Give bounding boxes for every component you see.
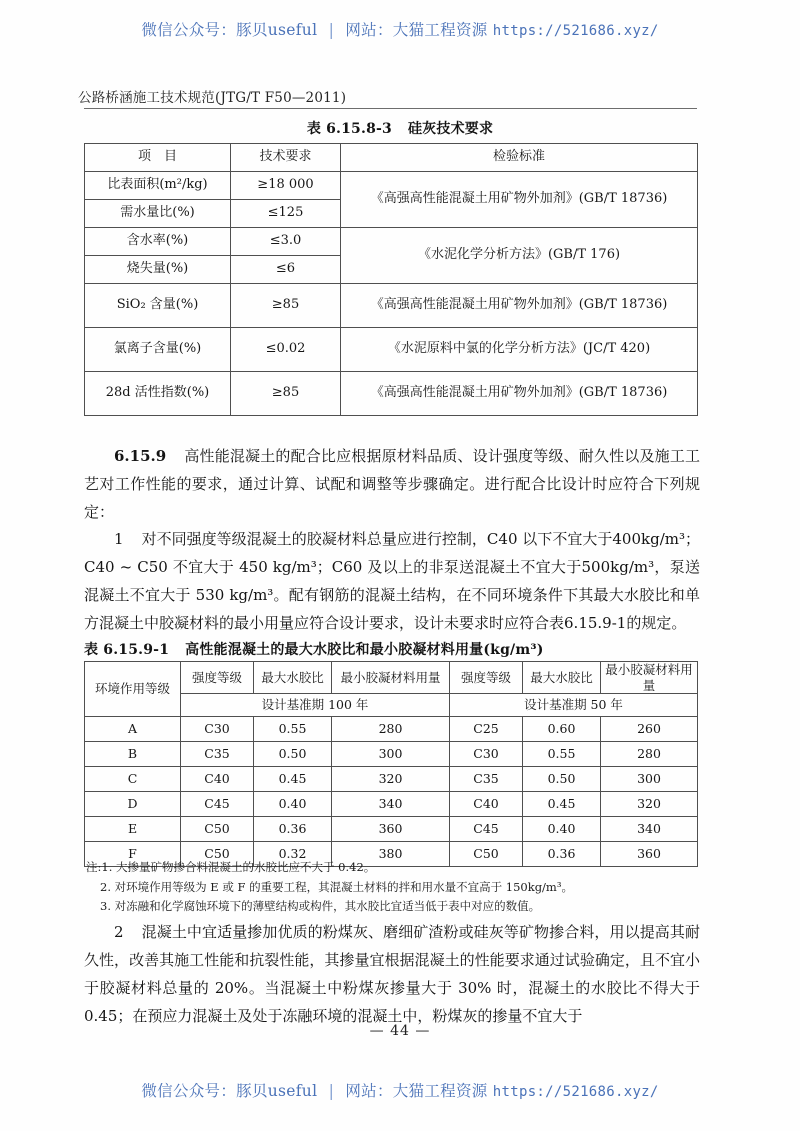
table1-caption-number: 表 6.15.8-3 bbox=[306, 121, 392, 137]
table2-cell-grade: C bbox=[85, 767, 181, 792]
table1-cell-standard: 《高强高性能混凝土用矿物外加剂》(GB/T 18736) bbox=[341, 172, 698, 228]
watermark-site-label: 网站：大猫工程资源 bbox=[345, 21, 488, 39]
table2-cell-wb50: 0.45 bbox=[523, 792, 601, 817]
table1-cell-requirement: ≤3.0 bbox=[231, 228, 341, 256]
table-row bbox=[85, 228, 698, 256]
table2-cell-wb100: 0.55 bbox=[254, 717, 332, 742]
table2-cell-min100: 320 bbox=[332, 767, 450, 792]
table2-cell-s50: C50 bbox=[450, 842, 523, 867]
table2-header-strength-grade-50: 强度等级 bbox=[450, 662, 523, 694]
table1-header-standard: 检验标准 bbox=[341, 144, 698, 172]
paragraph-item-2 bbox=[84, 918, 700, 1030]
table-row bbox=[85, 817, 698, 842]
table2-group-header-100yr: 设计基准期 100 年 bbox=[181, 694, 450, 717]
table1-cell-requirement: ≥85 bbox=[231, 372, 341, 416]
table2-cell-grade: F bbox=[85, 842, 181, 867]
table2-cell-min50: 280 bbox=[601, 742, 698, 767]
table2-cell-wb50: 0.50 bbox=[523, 767, 601, 792]
table2-cell-wb100: 0.36 bbox=[254, 817, 332, 842]
table2-group-header-50yr: 设计基准期 50 年 bbox=[450, 694, 698, 717]
paragraph-item-1 bbox=[84, 525, 700, 637]
table1-header-item: 项 目 bbox=[85, 144, 231, 172]
table-row bbox=[85, 284, 698, 328]
table2-cell-s100: C50 bbox=[181, 817, 254, 842]
table2-header-environment-grade: 环境作用等级 bbox=[85, 662, 181, 717]
table2-header-min-binder-50: 最小胶凝材料用量 bbox=[601, 662, 698, 694]
table2-note-2: 2. 对环境作用等级为 E 或 F 的重要工程，其混凝土材料的拌和用水量不宜高于 150kg/m³。 bbox=[100, 879, 573, 894]
table2-header-max-wb-50: 最大水胶比 bbox=[523, 662, 601, 694]
table2-cell-s50: C45 bbox=[450, 817, 523, 842]
header-rule bbox=[84, 108, 697, 109]
table2-cell-s100: C50 bbox=[181, 842, 254, 867]
table2-cell-s50: C25 bbox=[450, 717, 523, 742]
table2-cell-min50: 300 bbox=[601, 767, 698, 792]
table2-caption bbox=[84, 639, 544, 659]
table2-note-3: 3. 对冻融和化学腐蚀环境下的薄壁结构或构件，其水胶比宜适当低于表中对应的数值。 bbox=[100, 899, 541, 913]
table2-cell-min100: 360 bbox=[332, 817, 450, 842]
table2-notes bbox=[86, 858, 700, 917]
table2-cell-s100: C40 bbox=[181, 767, 254, 792]
table2-cell-wb50: 0.36 bbox=[523, 842, 601, 867]
watermark-separator: | bbox=[328, 21, 335, 39]
table1-header-requirement: 技术要求 bbox=[231, 144, 341, 172]
table2-cell-min100: 280 bbox=[332, 717, 450, 742]
table1-cell-item: 比表面积(m²/kg) bbox=[85, 172, 231, 200]
table2-cell-grade: B bbox=[85, 742, 181, 767]
table1-cell-standard: 《高强高性能混凝土用矿物外加剂》(GB/T 18736) bbox=[341, 284, 698, 328]
table2-cell-min50: 260 bbox=[601, 717, 698, 742]
item2-number: 2 bbox=[114, 923, 124, 941]
section-body-text: 高性能混凝土的配合比应根据原材料品质、设计强度等级、耐久性以及施工工艺对工作性能的要求，通过计算、试配和调整等步骤确定。进行配合比设计时应符合下列规定： bbox=[84, 447, 700, 521]
table-row bbox=[85, 172, 698, 200]
table2-cell-grade: D bbox=[85, 792, 181, 817]
table2-cell-wb100: 0.40 bbox=[254, 792, 332, 817]
table1-cell-item: 氯离子含量(%) bbox=[85, 328, 231, 372]
table1-cell-item: 需水量比(%) bbox=[85, 200, 231, 228]
table-row bbox=[85, 372, 698, 416]
table-row bbox=[85, 767, 698, 792]
table1-cell-requirement: ≤0.02 bbox=[231, 328, 341, 372]
watermark-site-label: 网站：大猫工程资源 bbox=[345, 1082, 488, 1100]
table1-cell-requirement: ≥18 000 bbox=[231, 172, 341, 200]
table2-header-strength-grade-100: 强度等级 bbox=[181, 662, 254, 694]
paragraph-section-6-15-9 bbox=[84, 442, 700, 526]
table-row bbox=[85, 792, 698, 817]
table2-cell-s50: C40 bbox=[450, 792, 523, 817]
table1-cell-requirement: ≤6 bbox=[231, 256, 341, 284]
table2-cell-min100: 380 bbox=[332, 842, 450, 867]
table1-cell-item: 烧失量(%) bbox=[85, 256, 231, 284]
table1-caption bbox=[0, 118, 800, 138]
section-number: 6.15.9 bbox=[114, 447, 167, 465]
watermark-wechat-label: 微信公众号：豚贝useful bbox=[141, 1082, 318, 1100]
table1-cell-item: 含水率(%) bbox=[85, 228, 231, 256]
watermark-separator: | bbox=[328, 1082, 335, 1100]
table2-cell-min50: 360 bbox=[601, 842, 698, 867]
table2-cell-s100: C35 bbox=[181, 742, 254, 767]
table1-cell-item: 28d 活性指数(%) bbox=[85, 372, 231, 416]
table2-cell-wb50: 0.55 bbox=[523, 742, 601, 767]
table1-cell-requirement: ≥85 bbox=[231, 284, 341, 328]
table2-cell-wb50: 0.60 bbox=[523, 717, 601, 742]
table2-cell-s50: C35 bbox=[450, 767, 523, 792]
table1-cell-item: SiO₂ 含量(%) bbox=[85, 284, 231, 328]
table-max-water-binder-ratio bbox=[84, 661, 698, 867]
table2-cell-wb100: 0.45 bbox=[254, 767, 332, 792]
table2-cell-min100: 340 bbox=[332, 792, 450, 817]
watermark-bottom bbox=[0, 1079, 800, 1101]
table2-cell-grade: A bbox=[85, 717, 181, 742]
table-row bbox=[85, 742, 698, 767]
item1-number: 1 bbox=[114, 530, 124, 548]
table2-caption-number: 表 6.15.9-1 bbox=[84, 642, 170, 658]
table1-caption-title: 硅灰技术要求 bbox=[407, 121, 494, 137]
table2-cell-min50: 320 bbox=[601, 792, 698, 817]
watermark-url: https://521686.xyz/ bbox=[492, 23, 659, 39]
item2-body-text: 混凝土中宜适量掺加优质的粉煤灰、磨细矿渣粉或硅灰等矿物掺合料，用以提高其耐久性，改善其施工性能和抗裂性能，其掺量宜根据混凝土的性能要求通过试验确定，且不宜小于胶凝材料总量的 20%。当混凝土中粉煤灰掺量大于 30% 时，混凝土的水胶比不得大于 0.45；在预应力混凝土及处于冻融环境的混凝土中，粉煤灰的掺量不宜大于 bbox=[84, 923, 700, 1025]
table2-header-max-wb-100: 最大水胶比 bbox=[254, 662, 332, 694]
table2-header-row bbox=[85, 662, 698, 694]
running-header: 公路桥涵施工技术规范(JTG/T F50—2011) bbox=[78, 90, 347, 106]
table1-header-row bbox=[85, 144, 698, 172]
table-row bbox=[85, 328, 698, 372]
table2-cell-wb50: 0.40 bbox=[523, 817, 601, 842]
watermark-wechat-label: 微信公众号：豚贝useful bbox=[141, 21, 318, 39]
table1-cell-standard: 《水泥化学分析方法》(GB/T 176) bbox=[341, 228, 698, 284]
table2-cell-wb100: 0.50 bbox=[254, 742, 332, 767]
table2-cell-s100: C30 bbox=[181, 717, 254, 742]
table2-cell-min100: 300 bbox=[332, 742, 450, 767]
table2-cell-min50: 340 bbox=[601, 817, 698, 842]
table2-cell-grade: E bbox=[85, 817, 181, 842]
watermark-url: https://521686.xyz/ bbox=[492, 1084, 659, 1100]
table2-cell-s50: C30 bbox=[450, 742, 523, 767]
item1-body-text: 对不同强度等级混凝土的胶凝材料总量应进行控制，C40 以下不宜大于400kg/m³；C40 ~ C50 不宜大于 450 kg/m³；C60 及以上的非泵送混凝土不宜大于500kg/m³，泵送混凝土不宜大于 530 kg/m³。配有钢筋的混凝土结构，在不同环境条件下其最大水胶比和单方混凝土中胶凝材料的最小用量应符合设计要求，设计未要求时应符合表6.15.9-1的规定。 bbox=[84, 530, 700, 632]
page-number: — 44 — bbox=[369, 1023, 431, 1039]
table1-cell-standard: 《水泥原料中氯的化学分析方法》(JC/T 420) bbox=[341, 328, 698, 372]
watermark-top bbox=[0, 18, 800, 40]
table2-cell-wb100: 0.32 bbox=[254, 842, 332, 867]
table1-cell-standard: 《高强高性能混凝土用矿物外加剂》(GB/T 18736) bbox=[341, 372, 698, 416]
table-row bbox=[85, 717, 698, 742]
table2-cell-s100: C45 bbox=[181, 792, 254, 817]
table1-cell-requirement: ≤125 bbox=[231, 200, 341, 228]
table2-caption-title: 高性能混凝土的最大水胶比和最小胶凝材料用量(kg/m³) bbox=[185, 642, 544, 658]
table2-header-min-binder-100: 最小胶凝材料用量 bbox=[332, 662, 450, 694]
table2-note-1: 注:1. 大掺量矿物掺合料混凝土的水胶比应不大于 0.42。 bbox=[86, 860, 376, 874]
table-silica-fume-requirements bbox=[84, 143, 698, 416]
